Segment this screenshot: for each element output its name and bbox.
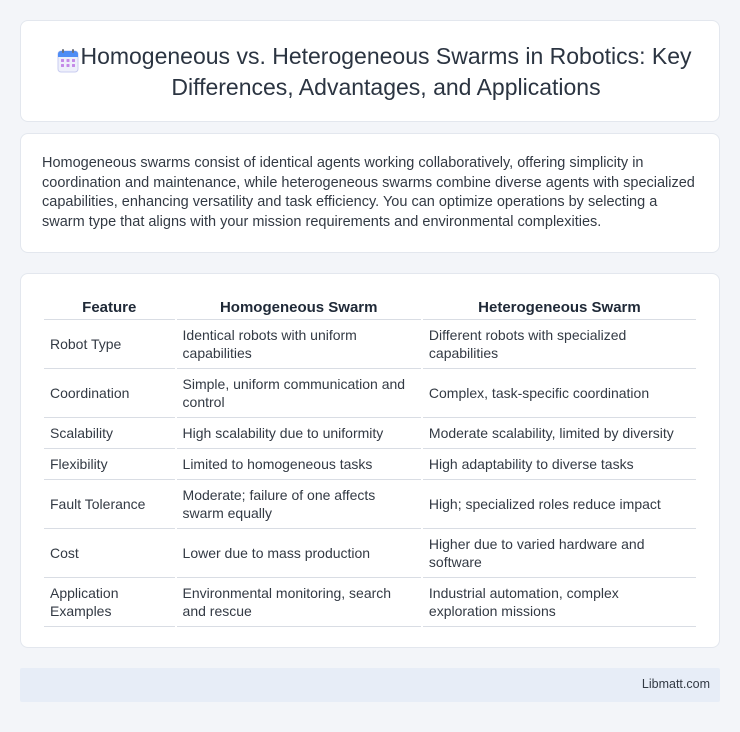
row-homogeneous: Moderate; failure of one affects swarm equally xyxy=(177,480,421,529)
table-row xyxy=(44,320,696,369)
row-homogeneous: Limited to homogeneous tasks xyxy=(177,449,421,480)
title-card xyxy=(20,20,720,122)
row-feature: Scalability xyxy=(44,418,175,449)
table-row xyxy=(44,529,696,578)
row-heterogeneous: High adaptability to diverse tasks xyxy=(423,449,696,480)
row-heterogeneous: Higher due to varied hardware and software xyxy=(423,529,696,578)
row-heterogeneous: Moderate scalability, limited by diversity xyxy=(423,418,696,449)
page-title: Homogeneous vs. Heterogeneous Swarms in Robotics: Key Differences, Advantages, and Applications xyxy=(80,43,692,100)
row-homogeneous: Identical robots with uniform capabilities xyxy=(177,320,421,369)
row-heterogeneous: Industrial automation, complex exploration missions xyxy=(423,578,696,627)
row-homogeneous: High scalability due to uniformity xyxy=(177,418,421,449)
row-homogeneous: Lower due to mass production xyxy=(177,529,421,578)
table-row xyxy=(44,369,696,418)
header-feature: Feature xyxy=(44,296,175,320)
comparison-card xyxy=(20,273,720,648)
footer-bar xyxy=(20,668,720,702)
row-feature: Application Examples xyxy=(44,578,175,627)
comparison-table xyxy=(42,296,698,627)
row-homogeneous: Simple, uniform communication and control xyxy=(177,369,421,418)
table-row xyxy=(44,418,696,449)
intro-paragraph: Homogeneous swarms consist of identical agents working collaboratively, offering simplicity in coordination and maintenance, while heterogeneous swarms combine diverse agents with specialized capabilities, enhancing versatility and task efficiency. You can optimize operations by selecting a swarm type that aligns with your mission requirements and environmental complexities. xyxy=(42,155,695,230)
row-feature: Robot Type xyxy=(44,320,175,369)
header-heterogeneous: Heterogeneous Swarm xyxy=(423,296,696,320)
table-row xyxy=(44,480,696,529)
row-heterogeneous: Complex, task-specific coordination xyxy=(423,369,696,418)
table-row xyxy=(44,578,696,627)
row-homogeneous: Environmental monitoring, search and rescue xyxy=(177,578,421,627)
header-homogeneous: Homogeneous Swarm xyxy=(177,296,421,320)
row-feature: Flexibility xyxy=(44,449,175,480)
footer-site-link[interactable]: Libmatt.com xyxy=(641,677,710,691)
row-feature: Coordination xyxy=(44,369,175,418)
table-row xyxy=(44,449,696,480)
intro-card xyxy=(20,133,720,253)
row-feature: Cost xyxy=(44,529,175,578)
row-feature: Fault Tolerance xyxy=(44,480,175,529)
table-header-row xyxy=(44,296,696,320)
row-heterogeneous: High; specialized roles reduce impact xyxy=(423,480,696,529)
row-heterogeneous: Different robots with specialized capabilities xyxy=(423,320,696,369)
